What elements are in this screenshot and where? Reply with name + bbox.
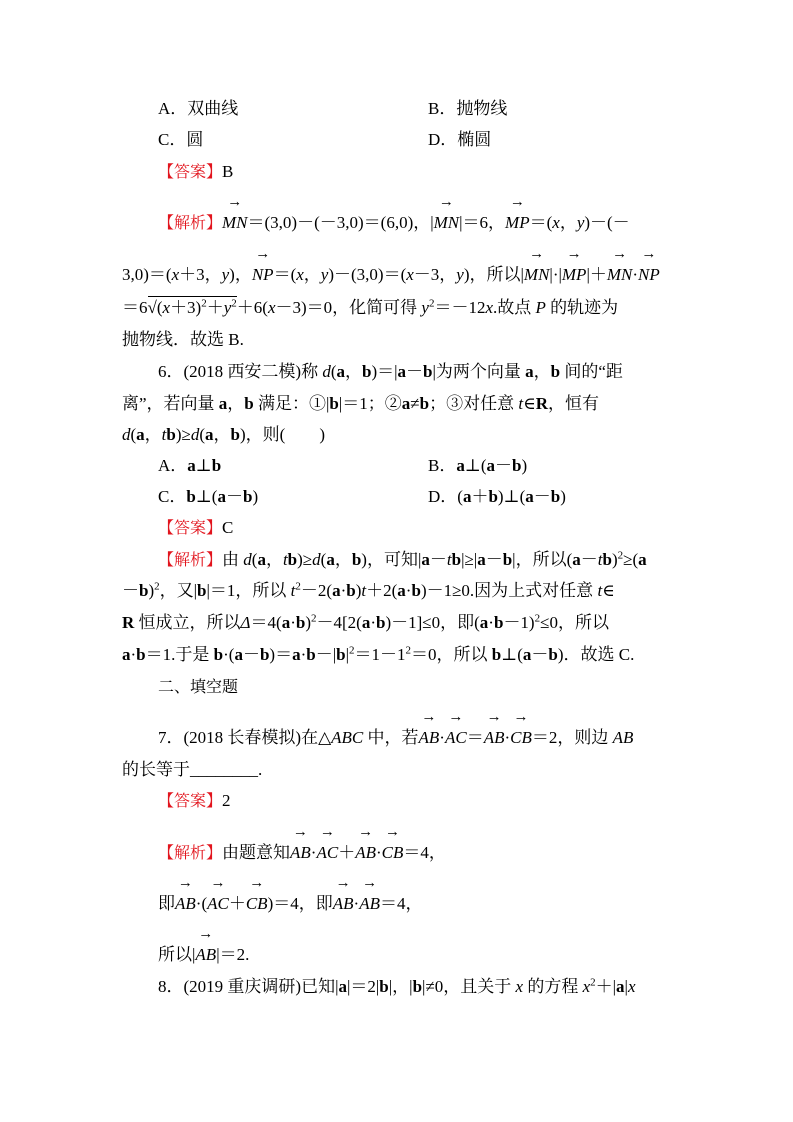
q5-option-c: C．圆 — [158, 130, 204, 149]
q6-answer — [158, 517, 233, 539]
q6-analysis-line1: 【解析】由 d(a，tb)≥d(a，b)，可知|a－tb|≥|a－b|，所以$(a-tb)^2\ge(a$ — [158, 549, 647, 569]
q5-option-d: D．椭圆 — [428, 130, 492, 149]
answer-value: 2 — [222, 791, 231, 810]
answer-label: 【答案】 — [158, 791, 223, 810]
q6-option-a: A．a⊥b — [158, 456, 222, 475]
analysis-label: 【解析】 — [158, 550, 223, 569]
q6-stem-line2: 离”，若向量 a，b 满足：①|b|＝1；②a≠b；③对任意 t∈R，恒有 — [122, 394, 599, 413]
answer-value: C — [222, 518, 234, 537]
section-title: 二、填空题 — [158, 677, 239, 696]
q5-option-a: A．双曲线 — [158, 99, 239, 118]
q6-stem-line1: 6．(2018 西安二模)称 d(a，b)＝|a－b|为两个向量 a，b 间的“距 — [158, 362, 623, 381]
q6-stem-line3: d(a，tb)≥d(a，b)，则( ) — [122, 425, 325, 444]
q6-option-b: B．a⊥(a－b) — [428, 456, 528, 475]
q5-option-b: B．抛物线 — [428, 99, 508, 118]
q7-analysis-line3: 所以|→ AB|＝2. — [158, 944, 249, 966]
q5-analysis-line1: 【解析】→ MN＝(3,0)－(－3,0)＝(6,0)，|→ MN|＝6，→ MP＝(x，y)－(－ — [158, 212, 630, 234]
q7-analysis-line1: 【解析】由题意知→ AB·→ AC＋→ AB·→ CB＝4， — [158, 842, 446, 864]
q6-analysis-line2: －b)$^2$，又|b|＝1，所以 $t^2-2(a\cdot b)t+2(a\cdot b)-1\ge 0$.因为上式对任意 t∈ — [122, 580, 615, 600]
q7-stem-line2: 的长等于________. — [122, 760, 263, 779]
q5-answer — [158, 161, 233, 183]
q6-analysis-line4: a·b＝1.于是 $b\cdot(a-b)=a\cdot b-|b|^2=1-1^2=0$，所以 b⊥(a－b)．故选 C. — [122, 644, 635, 664]
answer-value: B — [222, 162, 234, 181]
q5-analysis-line2: 3,0)＝(x＋3，y)，→ NP＝(x，y)－(3,0)＝(x－3，y)，所以|→ MN|·|→ MP|＋→ MN·→ NP — [122, 264, 660, 286]
q8-stem-line1: 8．(2019 重庆调研)已知|a|＝2|b|，|b|≠0，且关于 x 的方程 $x^2+|a|x$ — [158, 976, 636, 996]
analysis-label: 【解析】 — [158, 213, 223, 232]
analysis-label: 【解析】 — [158, 843, 223, 862]
q5-analysis-line3: $=6√(x+3)^2+y^2+6(x-3)=0$，化简可得 $y^2=-12x$.故点 P 的轨迹为 — [122, 297, 619, 317]
answer-label: 【答案】 — [158, 162, 223, 181]
q5-analysis-line4: 抛物线．故选 B. — [122, 330, 244, 349]
q7-analysis-line2: 即→ AB·(→ AC＋→ CB)＝4，即→ AB·→ AB＝4， — [158, 893, 422, 915]
q7-stem-line1: 7．(2018 长春模拟)在△ABC 中，若→ AB·→ AC＝→ AB·→ CB＝2，则边 AB — [158, 727, 633, 749]
answer-label: 【答案】 — [158, 518, 223, 537]
q7-answer — [158, 790, 231, 812]
q6-option-d: D．(a＋b)⊥(a－b) — [428, 487, 566, 506]
q6-analysis-line3: R 恒成立，所以$\Delta=4(a\cdot b)^2-4[2(a\cdot b)-1]\le 0$，即$(a\cdot b-1)^2\le 0$，所以 — [122, 612, 609, 632]
q6-option-c: C．b⊥(a－b) — [158, 487, 259, 506]
